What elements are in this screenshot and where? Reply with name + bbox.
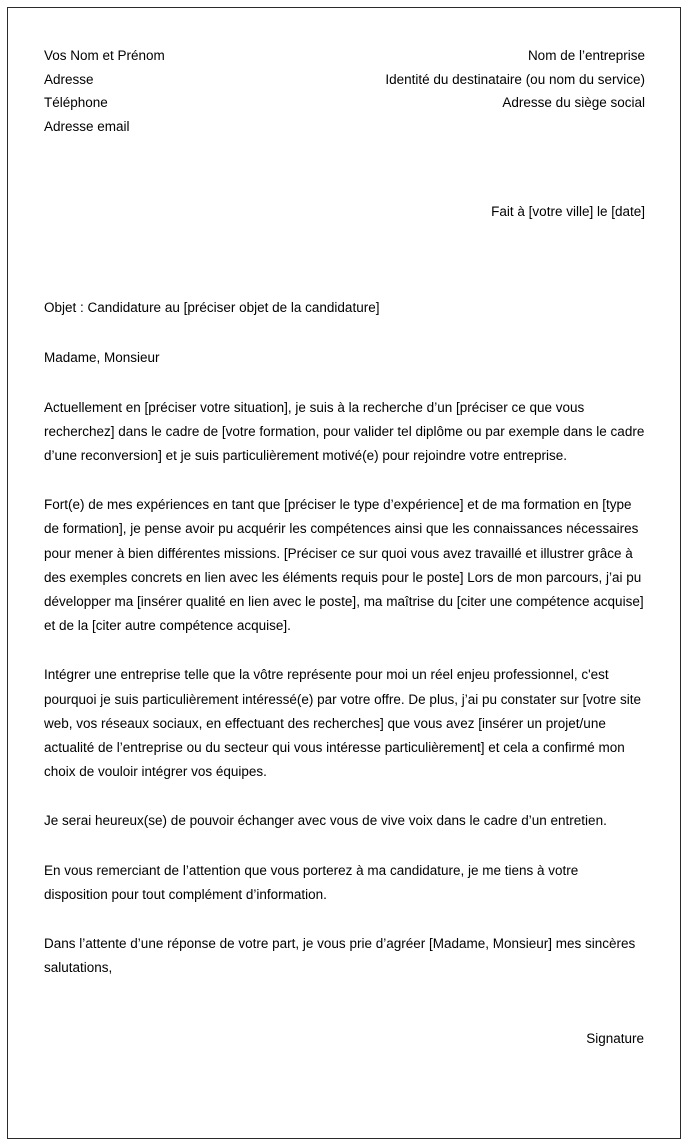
body-paragraph: Dans l’attente d’une réponse de votre part, je vous prie d’agréer [Madame, Monsieur] mes sincères salutations, [44,935,636,976]
recipient-address: Adresse du siège social [502,95,645,110]
sender-address-block [44,44,165,138]
sender-email: Adresse email [44,118,130,134]
recipient-contact: Identité du destinataire (ou nom du service) [385,71,645,87]
letterhead [44,8,645,138]
signature-label: Signature [586,1031,644,1047]
subject-line: Objet : Candidature au [préciser objet de la candidature] [44,299,380,315]
body-paragraph: En vous remerciant de l’attention que vous porterez à ma candidature, je me tiens à votre disposition pour tout complément d’information. [44,862,579,902]
sender-address: Adresse [44,71,94,87]
body-paragraph: Fort(e) de mes expériences en tant que [préciser le type d’expérience] et de ma formation en [type de formation], je pense avoir pu acquérir les compétences ainsi que les connaissances nécessaires pour mener à bien différentes missions. [Préciser ce sur quoi vous avez travaillé et illustrer grâce à des exemples concrets en lien avec les éléments requis pour le poste] Lors de mon parcours, j’ai pu développer ma [insérer qualité en lien avec le poste], ma maîtrise du [citer une compétence acquise] et de la [citer autre compétence acquise]. [44,497,644,634]
body-paragraph: Actuellement en [préciser votre situation], je suis à la recherche d’un [préciser ce que vous recherchez] dans le cadre de [votre formation, pour valider tel diplôme ou par exemple dans le cadre d’une reconversion] et je suis particulièrement motivé(e) pour rejoindre votre entreprise. [44,399,645,463]
recipient-address-block [385,44,645,115]
dateline: Fait à [votre ville] le [date] [491,204,645,219]
document-sheet [8,8,680,1138]
body-paragraph: Intégrer une entreprise telle que la vôtre représente pour moi un réel enjeu professionnel, c'est pourquoi je suis particulièrement intéressé(e) par votre offre. De plus, j’ai pu constater sur [votre site web, vos réseaux sociaux, en effectuant des recherches] que vous avez [insérer un projet/une actualité de l’entreprise ou du secteur qui vous intéresse particulièrement] et cela a confirmé mon choix de vouloir intégrer vos équipes. [44,667,642,780]
body-paragraph: Je serai heureux(se) de pouvoir échanger avec vous de vive voix dans le cadre d’un entretien. [44,813,607,829]
recipient-company: Nom de l’entreprise [527,48,645,63]
sender-phone: Téléphone [44,95,108,110]
sender-name: Vos Nom et Prénom [44,48,165,63]
letter-body [44,396,645,981]
salutation: Madame, Monsieur [44,350,160,365]
document-page [7,7,681,1139]
